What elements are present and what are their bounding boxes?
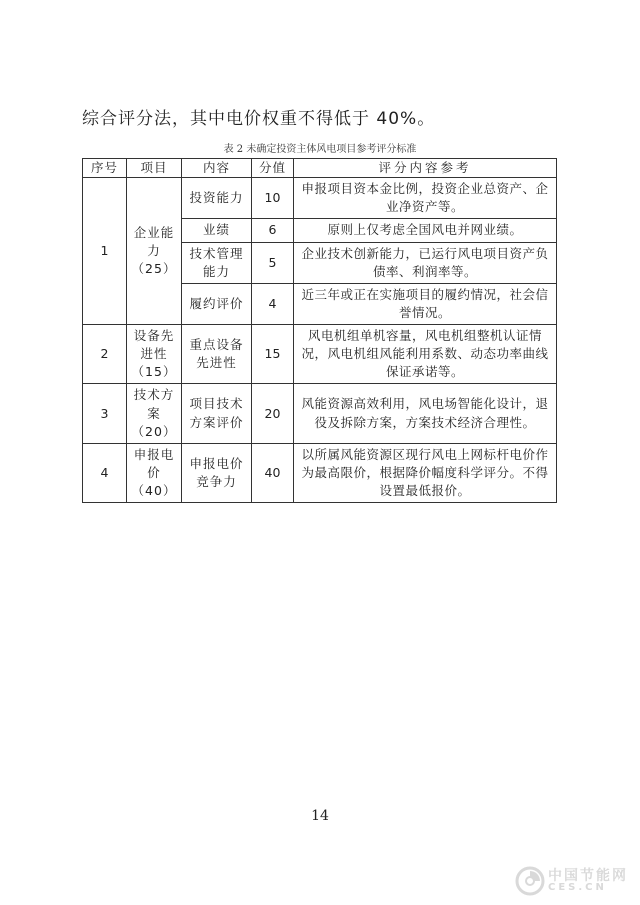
watermark-name: 中国节能网 (548, 868, 628, 884)
score-cell: 15 (252, 325, 294, 384)
table-row (83, 325, 557, 384)
header-content: 内容 (182, 159, 252, 178)
score-cell: 10 (252, 178, 294, 219)
score-cell: 6 (252, 219, 294, 242)
content-cell: 申报电价竞争力 (182, 443, 252, 502)
reference-cell: 风电机组单机容量，风电机组整机认证情况，风电机组风能利用系数、动态功率曲线保证承诺等。 (294, 325, 557, 384)
score-cell: 20 (252, 384, 294, 443)
row-number: 2 (83, 325, 127, 384)
item-score: （25） (131, 261, 177, 277)
reference-cell: 原则上仅考虑全国风电并网业绩。 (294, 219, 557, 242)
page-number: 14 (311, 808, 329, 824)
item-name: 申报电价 (133, 446, 175, 480)
item-score: （15） (131, 364, 177, 380)
content-cell: 业绩 (182, 219, 252, 242)
header-score: 分值 (252, 159, 294, 178)
reference-cell: 企业技术创新能力，已运行风电项目资产负债率、利润率等。 (294, 242, 557, 283)
row-number: 4 (83, 443, 127, 502)
header-item: 项目 (127, 159, 182, 178)
watermark-domain: CES.CN (548, 882, 607, 893)
content-cell: 项目技术方案评价 (182, 384, 252, 443)
score-cell: 4 (252, 283, 294, 324)
item-score: （40） (131, 483, 177, 498)
header-no: 序号 (83, 159, 127, 178)
ces-logo-icon (514, 865, 546, 897)
table-header-row (83, 159, 557, 178)
item-cell (127, 443, 182, 502)
item-score: （20） (131, 423, 177, 439)
reference-cell: 风能资源高效利用，风电场智能化设计，退役及拆除方案，方案技术经济合理性。 (294, 384, 557, 443)
item-name: 设备先进性 (133, 328, 175, 362)
intro-paragraph: 综合评分法，其中电价权重不得低于 40%。 (82, 109, 436, 129)
content-cell: 履约评价 (182, 283, 252, 324)
content-cell: 投资能力 (182, 178, 252, 219)
score-cell: 5 (252, 242, 294, 283)
item-cell (127, 178, 182, 325)
content-cell: 重点设备先进性 (182, 325, 252, 384)
row-number: 3 (83, 384, 127, 443)
item-name: 技术方案 (133, 387, 175, 421)
item-cell (127, 384, 182, 443)
reference-cell: 近三年或正在实施项目的履约情况，社会信誉情况。 (294, 283, 557, 324)
table-row (83, 384, 557, 443)
header-reference: 评分内容参考 (294, 159, 557, 178)
content-cell: 技术管理能力 (182, 242, 252, 283)
watermark (514, 863, 632, 899)
table-caption: 表 2 未确定投资主体风电项目参考评分标准 (223, 144, 417, 155)
score-cell: 40 (252, 443, 294, 502)
row-number: 1 (83, 178, 127, 325)
item-name: 企业能力 (133, 224, 175, 258)
table-row (83, 178, 557, 219)
reference-cell: 申报项目资本金比例，投资企业总资产、企业净资产等。 (294, 178, 557, 219)
scoring-table (82, 158, 557, 503)
table-row (83, 443, 557, 502)
reference-cell: 以所属风能资源区现行风电上网标杆电价作为最高限价，根据降价幅度科学评分。不得设置最低报价。 (294, 443, 557, 502)
item-cell (127, 325, 182, 384)
